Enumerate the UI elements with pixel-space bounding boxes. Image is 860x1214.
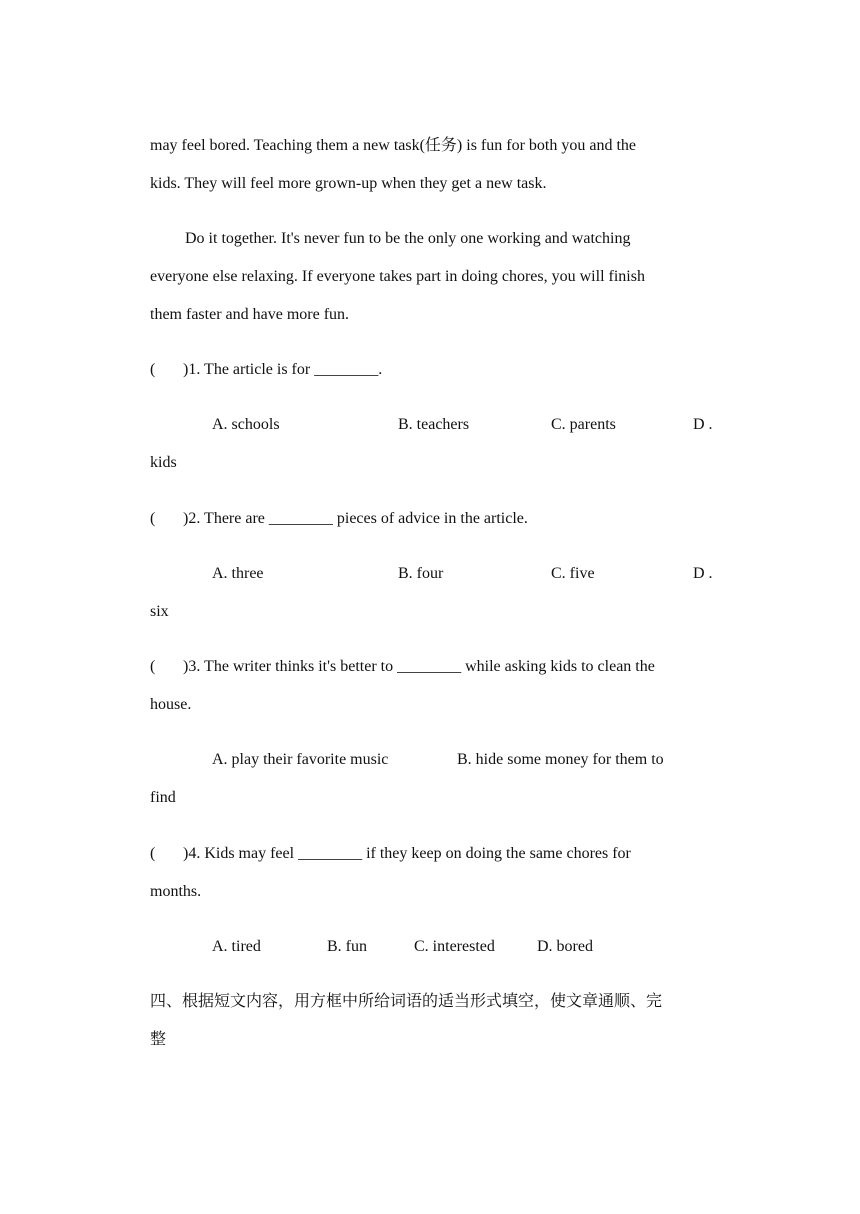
question-2-paren: ( — [150, 510, 156, 527]
passage-line: kids. They will feel more grown-up when they get a new task. — [150, 175, 547, 192]
passage-line: may feel bored. Teaching them a new task(任务) is fun for both you and the — [150, 137, 637, 154]
question-3-option-b: B. hide some money for them to — [457, 751, 664, 768]
question-4-option-a: A. tired — [212, 938, 261, 955]
question-1-option-d: D . — [693, 416, 713, 433]
question-1-option-a: A. schools — [212, 416, 280, 433]
question-2-option-d: D . — [693, 565, 713, 582]
passage-line: them faster and have more fun. — [150, 306, 350, 323]
question-1-paren: ( — [150, 361, 156, 378]
question-4-stem-wrap: months. — [150, 883, 202, 900]
question-2-stem: )2. There are ________ pieces of advice in the article. — [183, 510, 528, 527]
question-2-option-a: A. three — [212, 565, 264, 582]
section-4-heading-wrap: 整 — [150, 1029, 167, 1048]
question-3-stem-wrap: house. — [150, 696, 192, 713]
question-2-option-b: B. four — [398, 565, 444, 582]
question-1-stem: )1. The article is for ________. — [183, 361, 383, 378]
question-2-option-d-text: six — [150, 603, 169, 620]
question-3-option-b-wrap: find — [150, 789, 176, 806]
question-4-paren: ( — [150, 845, 156, 862]
question-3-stem: )3. The writer thinks it's better to ________ while asking kids to clean the — [183, 658, 655, 675]
question-1-option-d-text: kids — [150, 454, 177, 471]
passage-line: Do it together. It's never fun to be the only one working and watching — [185, 230, 631, 247]
question-4-option-b: B. fun — [327, 938, 367, 955]
question-4-option-c: C. interested — [414, 938, 495, 955]
section-4-heading: 四、根据短文内容，用方框中所给词语的适当形式填空，使文章通顺、完 — [150, 991, 663, 1010]
question-4-option-d: D. bored — [537, 938, 593, 955]
passage-line: everyone else relaxing. If everyone takes part in doing chores, you will finish — [150, 268, 645, 285]
question-2-option-c: C. five — [551, 565, 595, 582]
question-1-option-c: C. parents — [551, 416, 616, 433]
question-3-option-a: A. play their favorite music — [212, 751, 389, 768]
question-3-paren: ( — [150, 658, 156, 675]
question-4-stem: )4. Kids may feel ________ if they keep on doing the same chores for — [183, 845, 631, 862]
question-1-option-b: B. teachers — [398, 416, 470, 433]
